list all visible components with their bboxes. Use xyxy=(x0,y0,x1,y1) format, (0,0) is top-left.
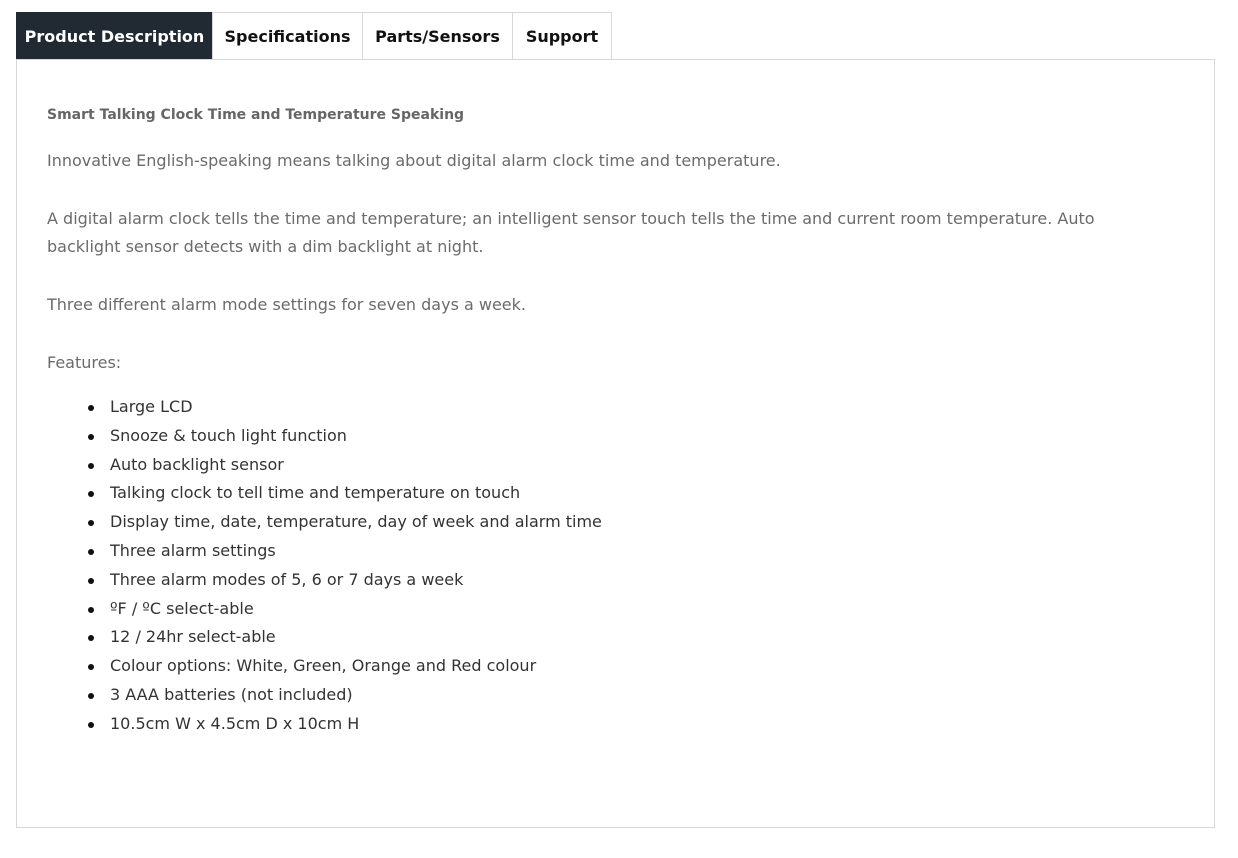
description-paragraph: Three different alarm mode settings for seven days a week. xyxy=(47,295,526,314)
feature-item: ºF / ºC select-able xyxy=(110,595,602,624)
feature-item: 12 / 24hr select-able xyxy=(110,623,602,652)
tab-product-description[interactable]: Product Description xyxy=(16,12,213,59)
feature-item: 3 AAA batteries (not included) xyxy=(110,681,602,710)
product-heading: Smart Talking Clock Time and Temperature Speaking xyxy=(47,107,465,123)
tab-parts-sensors[interactable]: Parts/Sensors xyxy=(362,12,513,59)
feature-item: Auto backlight sensor xyxy=(110,451,602,480)
description-paragraph: A digital alarm clock tells the time and temperature; an intelligent sensor touch tells the time and current room temperature. Auto backlight sensor detects with a dim backlight at night. xyxy=(47,209,1095,256)
feature-item: Large LCD xyxy=(110,393,602,422)
features-list xyxy=(47,393,602,739)
feature-item: Three alarm settings xyxy=(110,537,602,566)
tab-support[interactable]: Support xyxy=(512,12,612,59)
description-paragraph: Innovative English-speaking means talking about digital alarm clock time and temperature. xyxy=(47,151,781,170)
tab-panel-product-description xyxy=(16,59,1215,828)
feature-item: 10.5cm W x 4.5cm D x 10cm H xyxy=(110,710,602,739)
feature-item: Talking clock to tell time and temperature on touch xyxy=(110,479,602,508)
feature-item: Three alarm modes of 5, 6 or 7 days a week xyxy=(110,566,602,595)
feature-item: Display time, date, temperature, day of week and alarm time xyxy=(110,508,602,537)
feature-item: Snooze & touch light function xyxy=(110,422,602,451)
tab-specifications[interactable]: Specifications xyxy=(212,12,363,59)
tab-bar xyxy=(16,12,612,59)
features-label: Features: xyxy=(47,353,122,372)
feature-item: Colour options: White, Green, Orange and Red colour xyxy=(110,652,602,681)
